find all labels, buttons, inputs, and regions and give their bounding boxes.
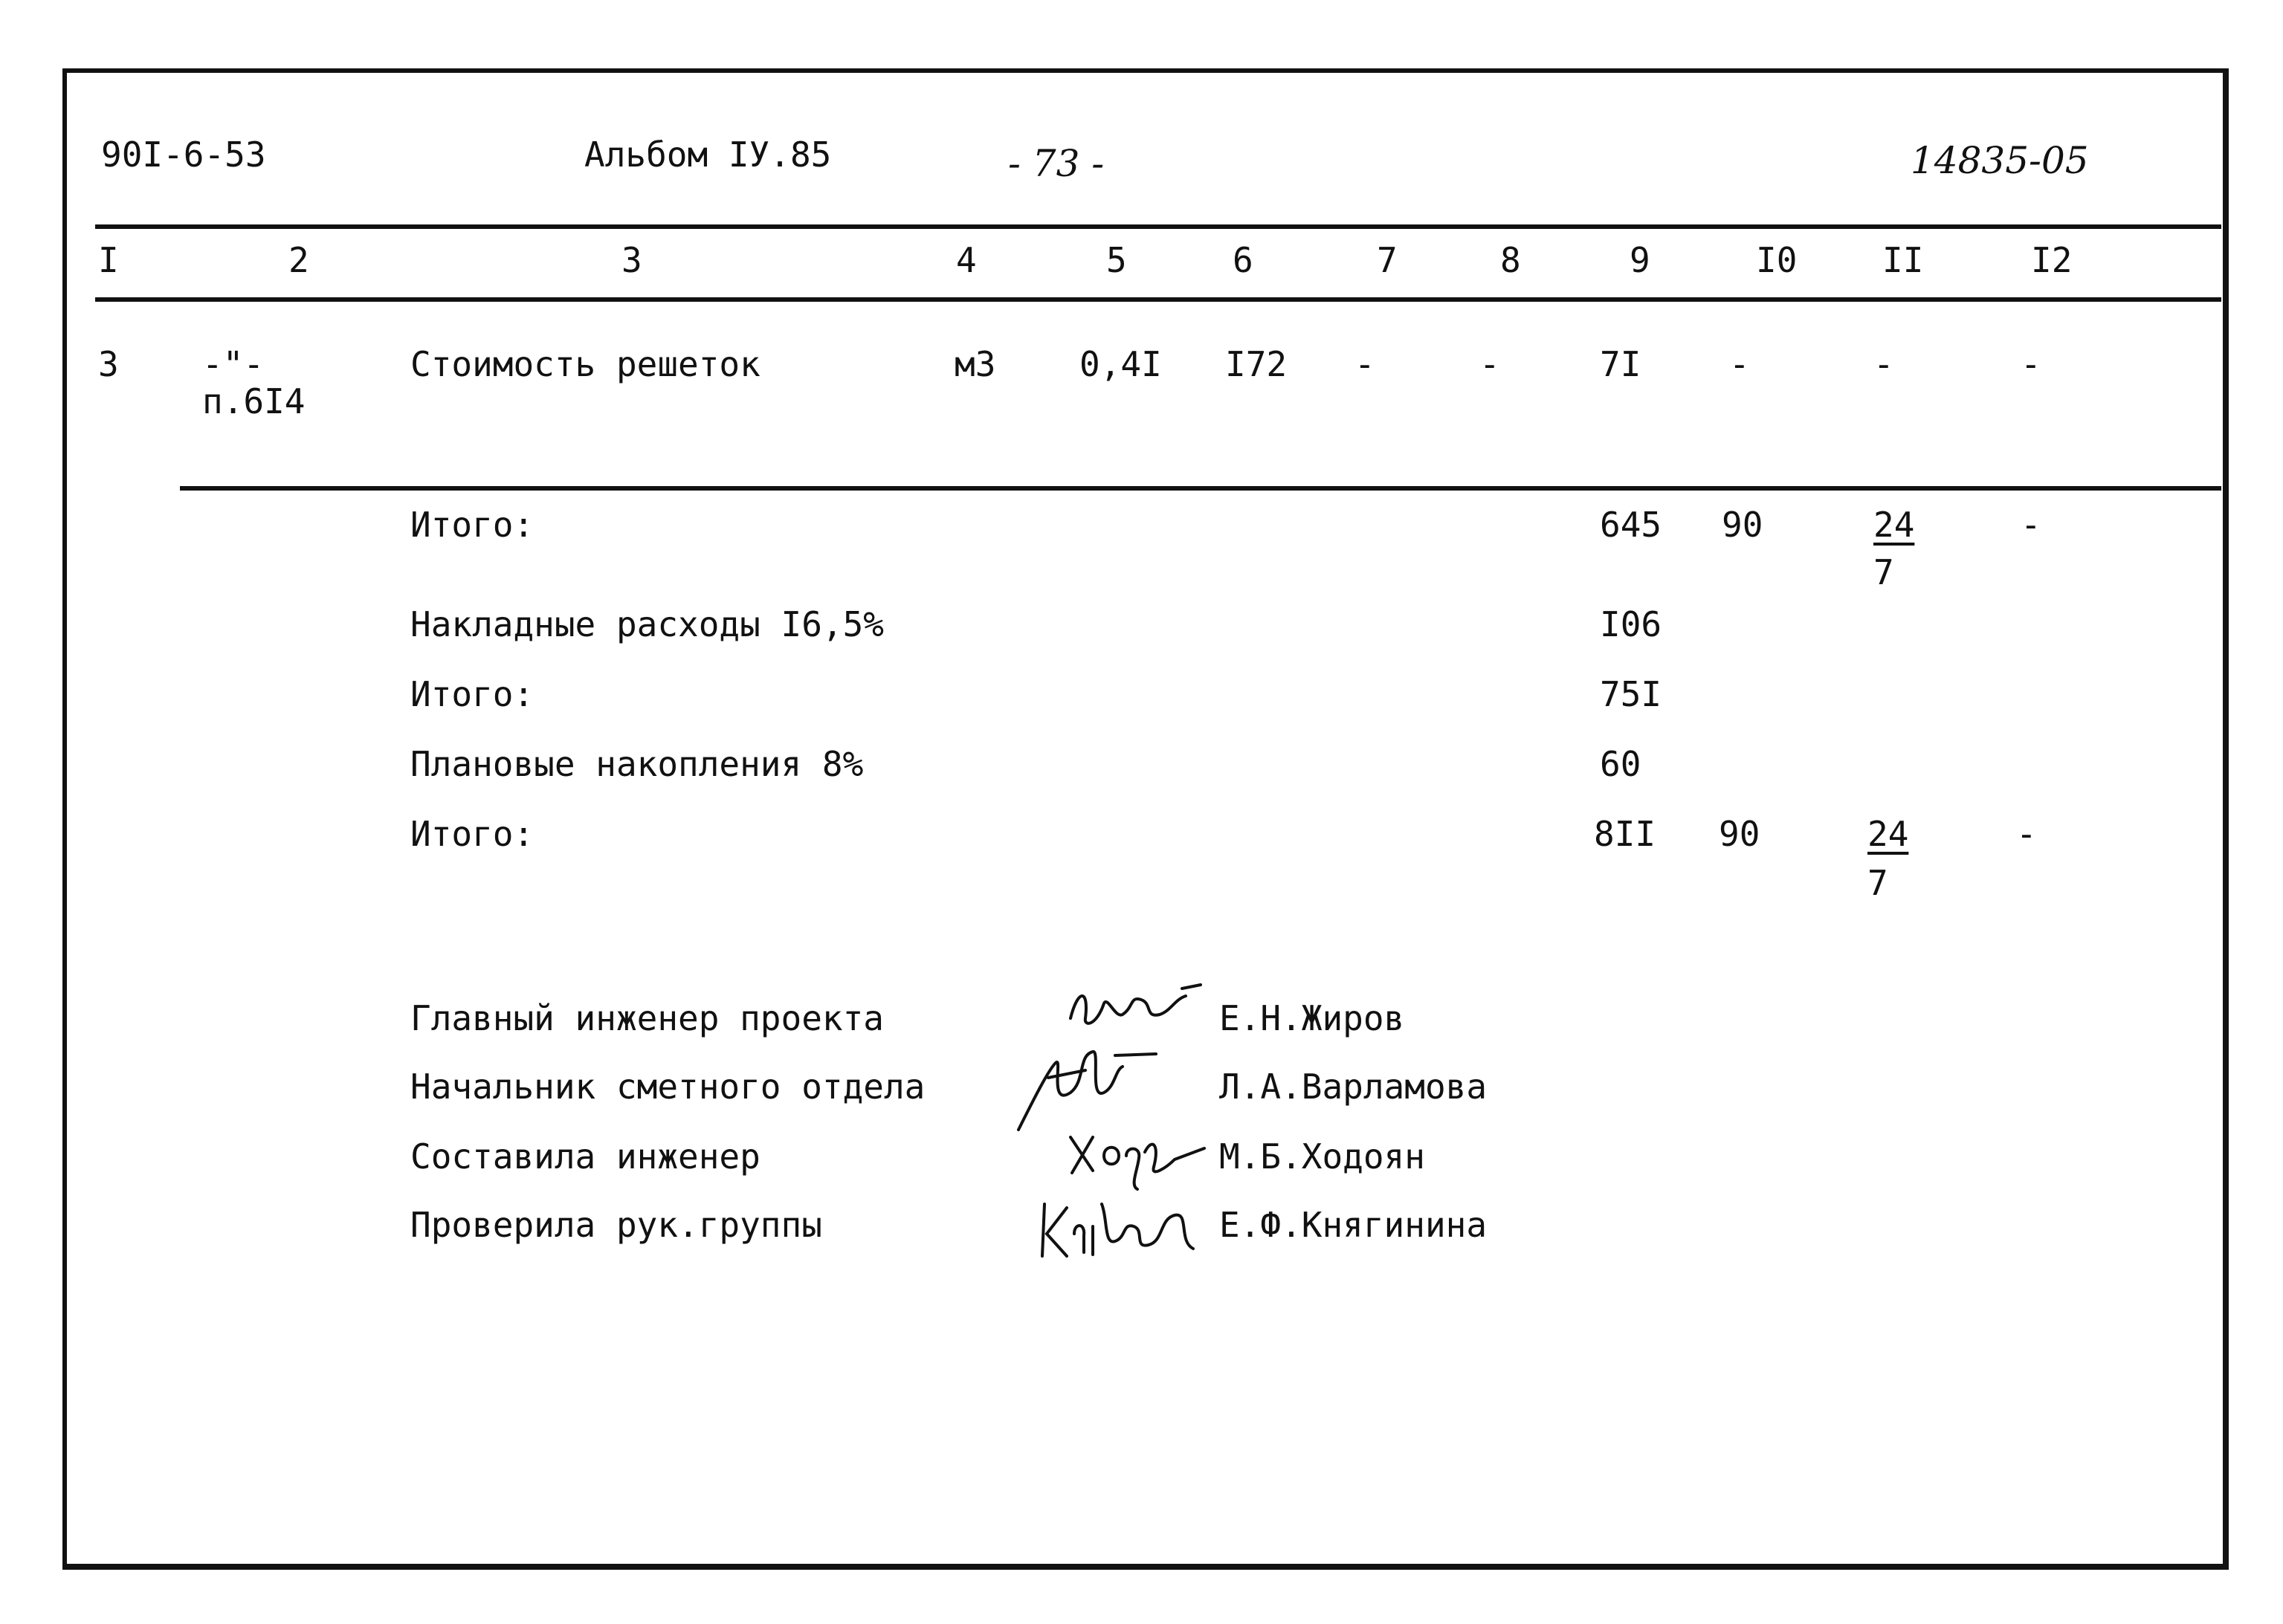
column-header: I [98,240,119,280]
header-bottom-rule [95,297,2221,302]
item-col12: - [2021,344,2041,384]
column-header: 6 [1233,240,1253,280]
item-col9: 7I [1600,344,1641,384]
signature-role: Проверила рук.группы [410,1205,822,1245]
total-label: Итого: [410,674,535,714]
signature-autograph [1063,974,1212,1041]
column-header: 9 [1630,240,1650,280]
document-number: 14835-05 [1911,139,2089,182]
totals-divider-rule [180,486,2221,491]
column-header: I2 [2031,240,2073,280]
column-header: I0 [1756,240,1798,280]
item-price: I72 [1225,344,1288,384]
signature-autograph [1063,1115,1219,1197]
column-header: 4 [956,240,977,280]
total-col11-numerator: 24 [1873,505,1915,545]
column-header: 5 [1106,240,1127,280]
total-col9: 75I [1600,674,1662,714]
item-number: 3 [98,344,119,384]
column-header: 8 [1500,240,1521,280]
total-col10: 90 [1722,505,1763,545]
item-quantity: 0,4I [1079,344,1162,384]
item-name: Стоимость решеток [410,344,761,384]
total-label: Итого: [410,505,535,545]
signature-name: Е.Н.Жиров [1219,998,1405,1038]
series-code: 90I-6-53 [101,135,266,175]
signature-autograph [1033,1189,1219,1271]
total-col12: - [2021,505,2041,545]
item-col10: - [1729,344,1750,384]
item-reference-paragraph: п.6I4 [202,381,306,421]
signature-name: Е.Ф.Княгинина [1219,1205,1488,1245]
column-header: II [1882,240,1924,280]
item-col11: - [1873,344,1894,384]
signature-role: Составила инженер [410,1136,761,1177]
signature-name: Л.А.Варламова [1219,1067,1488,1107]
item-col7: - [1354,344,1375,384]
item-unit: м3 [955,344,996,384]
total-col11-denominator: 7 [1873,552,1894,592]
total-label: Накладные расходы I6,5% [410,604,884,644]
header-top-rule [95,224,2221,229]
column-header: 7 [1377,240,1398,280]
total-col9: 645 [1600,505,1662,545]
item-col8: - [1479,344,1500,384]
total-col10: 90 [1719,814,1760,854]
item-reference: -"- [202,344,265,384]
total-col12: - [2016,814,2037,854]
total-label: Итого: [410,814,535,854]
total-col9: 8II [1594,814,1656,854]
total-col9: I06 [1600,604,1662,644]
column-header: 2 [288,240,309,280]
total-col11-numerator: 24 [1867,814,1909,854]
album-label: Альбом IУ.85 [584,135,832,175]
signature-role: Начальник сметного отдела [410,1067,926,1107]
total-label: Плановые накопления 8% [410,744,864,784]
signature-name: М.Б.Ходоян [1219,1136,1425,1177]
total-col9: 60 [1600,744,1641,784]
page-number: - 73 - [1008,142,1105,185]
column-header: 3 [621,240,642,280]
total-col11-denominator: 7 [1867,863,1888,903]
signature-role: Главный инженер проекта [410,998,884,1038]
